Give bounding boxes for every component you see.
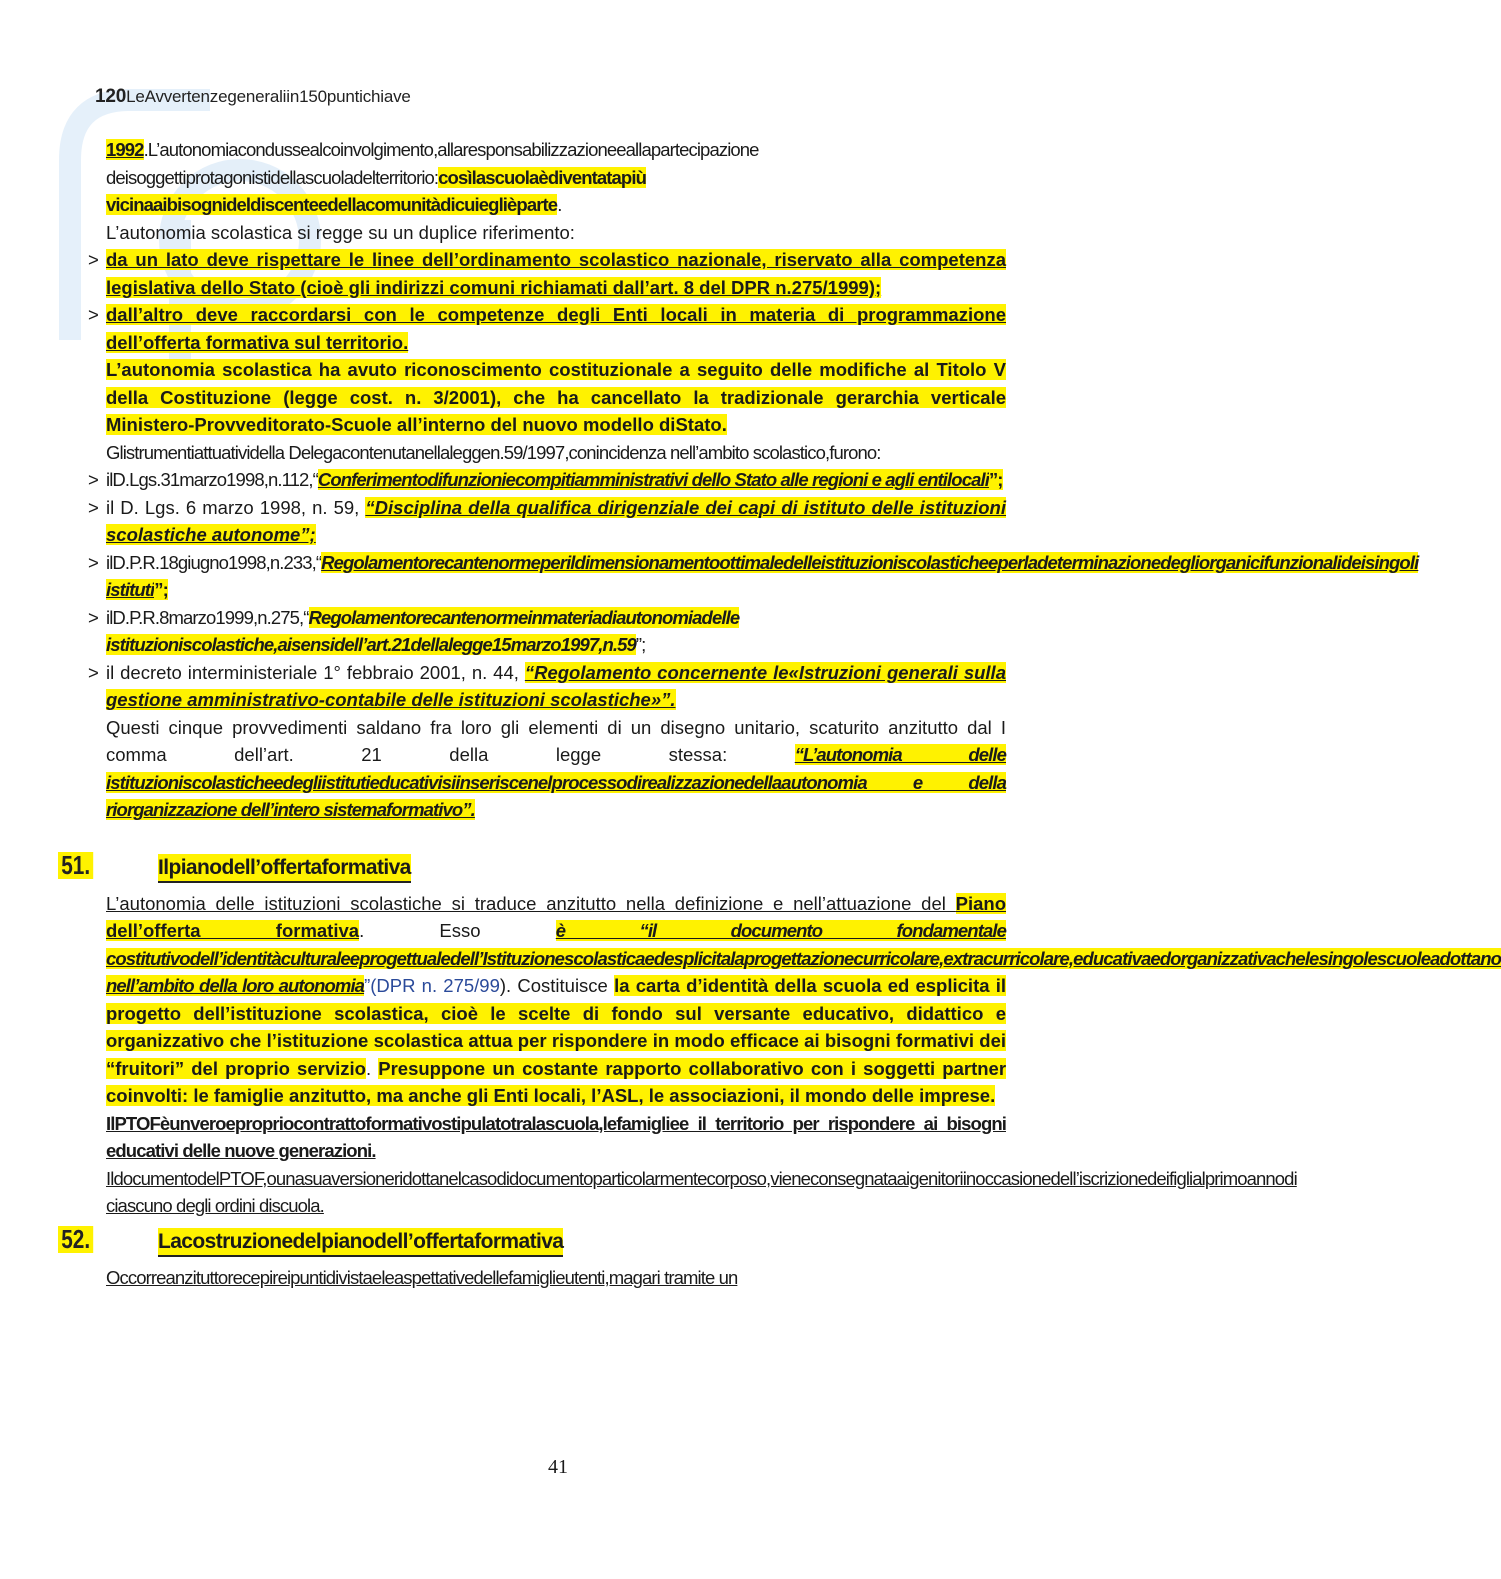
- section-51-paragraph-3: IldocumentodelPTOF,ounasuaversioneridottanelcasodidocumentoparticolarmentecorposo,vieneconsegnataaigenitoriinoccasionedell’iscrizionedeifiglialprimoannodi ciascuno degli ordini discuola.: [106, 1167, 1297, 1216]
- bullet-marker: >: [88, 606, 98, 628]
- section-52-heading: [61, 1223, 1006, 1262]
- section-title: Lacostruzionedelpianodell’offertaformativa: [158, 1228, 563, 1258]
- s51-highlight: la carta d’identità della scuola ed esplicita il progetto dell’istituzione scolastica, cioè le scelte di fondo sul versante educativo, didattico e organizzativo che l’istituzione scolastica attua per rispondere in modo efficace ai bisogni formativi dei “fruitori” del proprio servizio: [106, 975, 1006, 1079]
- bullet-marker: >: [88, 551, 98, 573]
- law-ref: ilD.P.R.18giugno1998,n.233,“: [106, 551, 322, 573]
- law-item-4: [88, 604, 1006, 659]
- s51-text: ). Costituisce: [499, 975, 615, 996]
- page-content: [61, 136, 1501, 1291]
- s51-reference: ”(DPR n. 275/99: [364, 975, 500, 996]
- paragraph-3-highlight: L’autonomia scolastica ha avuto riconoscimento costituzionale a seguito delle modifiche al Titolo V della Costituzione (legge cost. n. 3/2001), che ha cancellato la tradizionale gerarchia verticale Ministero-Provveditorato-Scuole all’interno del nuovo modello diStato.: [106, 359, 1006, 435]
- bullet-marker: >: [88, 249, 99, 270]
- law-title: Conferimentodifunzioniecompitiamministrativi dello Stato alle regioni e agli entilocali: [317, 469, 989, 490]
- law-item-2: [88, 494, 1006, 549]
- law-end: ”;: [154, 579, 168, 600]
- section-51-paragraph-1: [88, 890, 1501, 1110]
- section-51-paragraph-2: IlPTOFèunveroepropriocontrattoformativostipulatotralascuola,lefamigliee il territorio per rispondere ai bisogni educativi delle nuove generazioni.: [106, 1112, 1006, 1161]
- bullet-marker: >: [88, 661, 99, 683]
- s51-highlight: Presuppone un costante rapporto collaborativo con i soggetti partner coinvolti: le famiglie anzitutto, ma anche gli Enti locali, l’ASL, le associazioni, il mondo delle imprese.: [106, 1057, 1007, 1106]
- paragraph-1: [88, 136, 1006, 219]
- law-item-1: [88, 466, 1006, 494]
- s51-text: .: [365, 1057, 379, 1079]
- law-title: Regolamentorecantenormeperildimensionamentoottimaledelleistituzioniscolasticheeperladeterminazionedegliorganicifunzionalideisingoli istituti: [106, 551, 1419, 600]
- bullet-marker: >: [88, 469, 98, 490]
- bullet-item-1: [88, 246, 1006, 301]
- paragraph-2: L’autonomia scolastica si regge su un duplice riferimento:: [106, 221, 575, 243]
- law-title: “Regolamento concernente le«Istruzioni generali sulla gestione amministrativo-contabile delle istituzioni scolastiche»”.: [106, 661, 1006, 710]
- s51-quote: è “il documento fondamentale costitutivodell’identitàculturaleeprogettualedell’Istituzionescolasticaedesplicitalaprogettazionecurricolare,extracurricolare,educativaedorganizzativachelesingolescuoleadottano nell’ambito della loro autonomia: [106, 920, 1501, 996]
- bullet-marker: >: [88, 496, 99, 518]
- bullet-text: dall’altro deve raccordarsi con le competenze degli Enti locali in materia di programmazione dell’offerta formativa sul territorio.: [106, 304, 1006, 353]
- header-page-ref: 120: [95, 86, 127, 107]
- law-title: Regolamentorecantenormeinmateriadiautonomiadelle istituzioniscolastiche,aisensidell’art.21dellalegge15marzo1997,n.59: [106, 606, 740, 655]
- paragraph-4: Glistrumentiattuatividella Delegacontenutanellaleggen.59/1997,conincidenza nell’ambito scolastico,furono:: [106, 441, 881, 463]
- paragraph-5-quote: “L’autonomia delle istituzioniscolasticheedegliistitutieducativisiinseriscenelprocessodirealizzazionedellaautonomia e della riorganizzazione dell’intero sistemaformativo”.: [106, 744, 1006, 820]
- running-header: [95, 86, 411, 108]
- law-item-5: [88, 659, 1006, 714]
- year-text: 1992: [106, 139, 144, 160]
- law-end: ”;: [988, 469, 1003, 490]
- bullet-text: da un lato deve rispettare le linee dell’ordinamento scolastico nazionale, riservato alla competenza legislativa dello Stato (cioè gli indirizzi comuni richiamati dall’art. 8 del DPR n.275/1999);: [106, 249, 1006, 298]
- law-ref: il D. Lgs. 6 marzo 1998, n. 59,: [106, 496, 366, 518]
- law-end: ”;: [635, 634, 646, 655]
- paragraph-1-text: .L’autonomiacondussealcoinvolgimento,allaresponsabilizzazioneeallapartecipazione deisoggettiprotagonistidellascuoladelterritorio:: [106, 139, 759, 188]
- paragraph-5: [88, 714, 1006, 824]
- law-ref: ilD.P.R.8marzo1999,n.275,“: [106, 606, 309, 628]
- paragraph-5-text: Questi cinque provvedimenti saldano fra loro gli elementi di un disegno unitario, scaturito anzitutto dal I comma dell’art. 21 della legge stessa:: [106, 716, 1006, 765]
- paragraph-1-end: .: [557, 194, 562, 215]
- section-title: Ilpianodell’offertaformativa: [158, 854, 411, 884]
- s51-text: L’autonomia delle istituzioni scolastiche si traduce anzitutto nella definizione e nell’attuazione del: [106, 892, 956, 914]
- page-number: 41: [548, 1456, 568, 1478]
- section-51-heading: [61, 849, 1006, 888]
- section-number: 52.: [58, 1226, 93, 1254]
- s51-highlight: Piano dell’offerta formativa: [106, 892, 1006, 941]
- header-title: LeAvvertenzegeneraliin150puntichiave: [126, 87, 411, 106]
- paragraph-3: [88, 356, 1006, 439]
- law-item-3: [88, 549, 1419, 604]
- law-ref: il decreto interministeriale 1° febbraio 2001, n. 44,: [106, 661, 525, 683]
- paragraph-1-highlight: cosìlascuolaèdiventatapiù vicinaaibisognideldiscenteedellacomunitàdicuieglièparte: [106, 166, 646, 215]
- s51-text: . Esso: [359, 920, 556, 941]
- bullet-marker: >: [88, 304, 99, 325]
- law-title: “Disciplina della qualifica dirigenziale dei capi di istituto delle istituzioni scolastiche autonome”;: [106, 496, 1007, 545]
- section-number: 51.: [58, 852, 93, 880]
- section-52-paragraph-1: Occorreanzituttorecepireipuntidivistaeleaspettativedellefamiglieutenti,magari tramite un: [106, 1266, 738, 1288]
- bullet-item-2: [88, 301, 1006, 356]
- law-ref: ilD.Lgs.31marzo1998,n.112,“: [106, 469, 318, 490]
